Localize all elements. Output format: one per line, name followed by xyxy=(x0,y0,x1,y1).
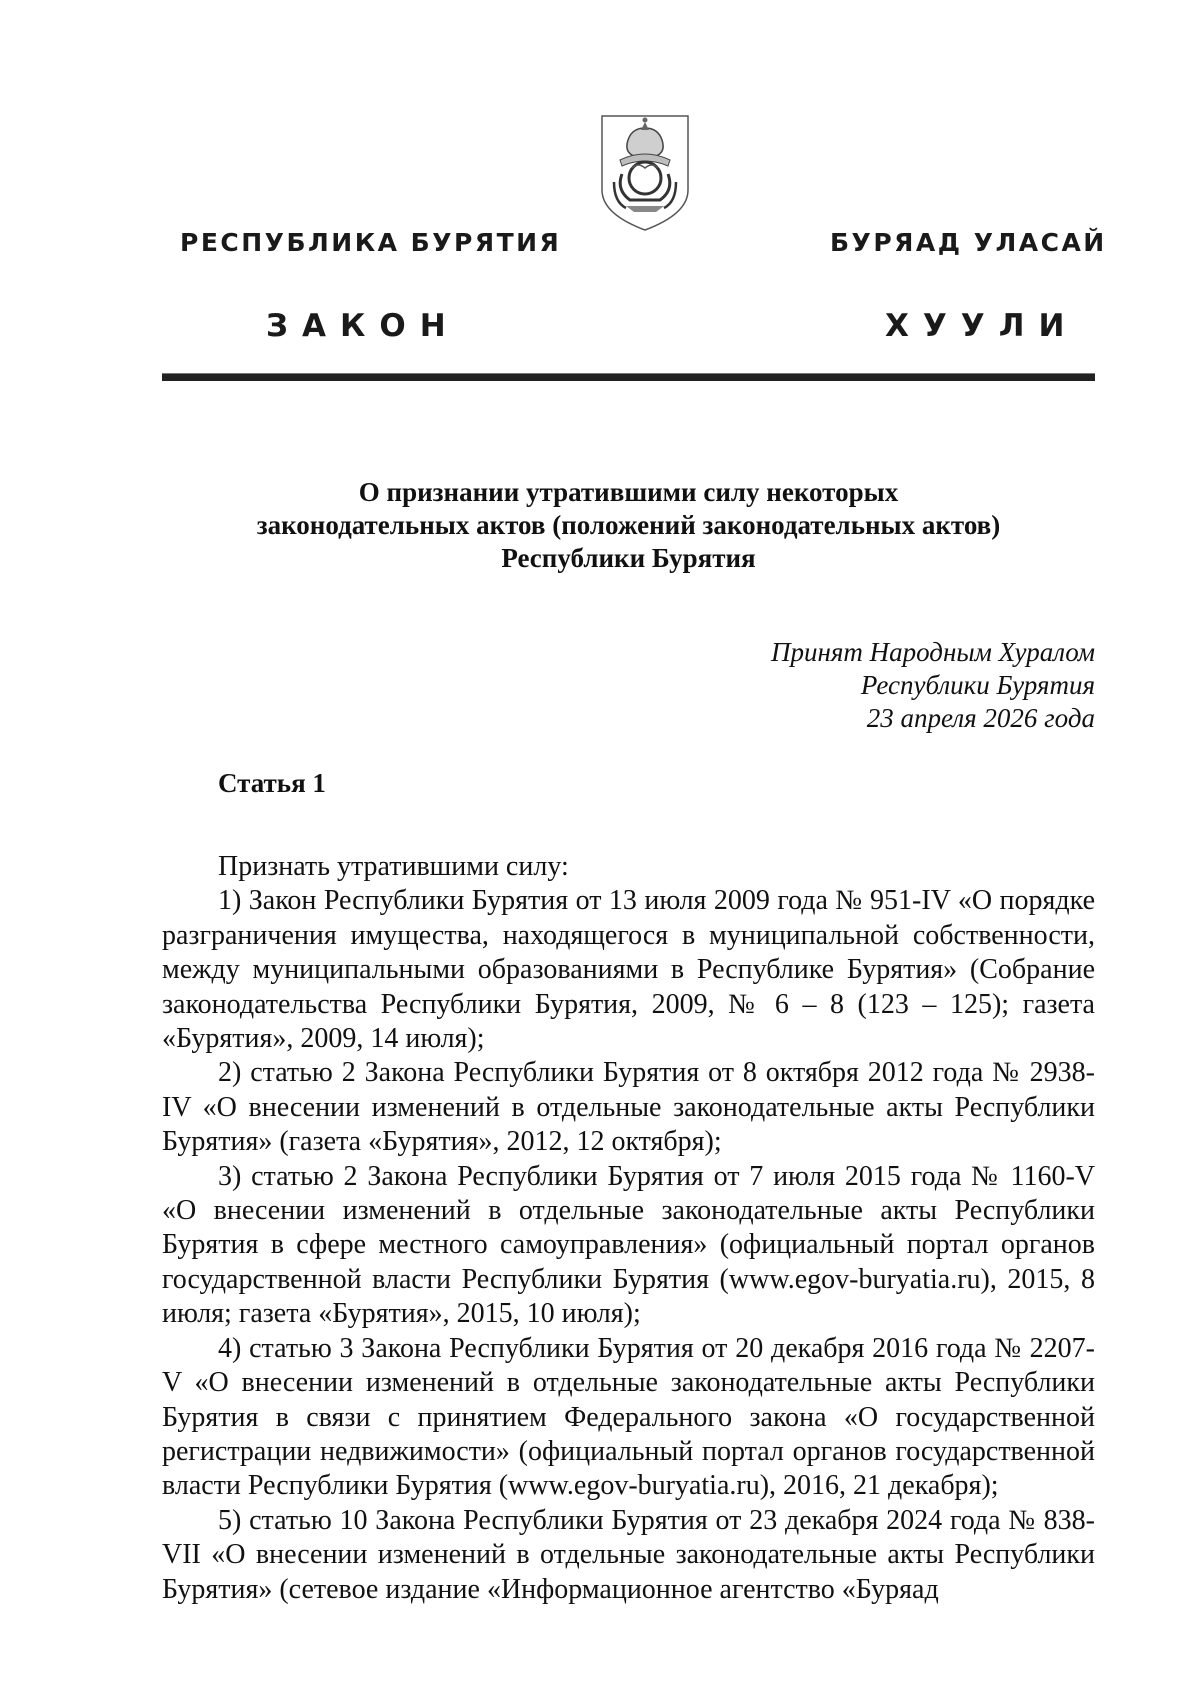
coat-of-arms-icon xyxy=(596,108,694,234)
adoption-line: Республики Бурятия xyxy=(860,670,1095,700)
list-item: 3) статью 2 Закона Республики Бурятия от 7 июля 2015 года № 1160-V «О внесении изменений в отдельные законодательные акты Республики Бурятия в сфере местного самоуправления» (официальный портал органов государственной власти Республики Бурятия (www.egov-buryatia.ru), 2015, 8 июля; газета «Бурятия», 2015, 10 июля); xyxy=(162,1160,1095,1330)
document-title xyxy=(162,476,1095,575)
article-body xyxy=(162,850,1095,1607)
article-heading: Статья 1 xyxy=(218,768,326,798)
header-divider xyxy=(162,373,1095,381)
republic-name-russian: РЕСПУБЛИКА БУРЯТИЯ xyxy=(180,228,562,257)
title-line: О признании утратившими силу некоторых xyxy=(358,477,899,507)
list-item: 1) Закон Республики Бурятия от 13 июля 2009 года № 951-IV «О порядке разграничения имущества, находящегося в муниципальной собственности, между муниципальными образованиями в Республике Бурятия» (Собрание законодательства Республики Бурятия, 2009, № 6 – 8 (123 – 125); газета «Бурятия», 2009, 14 июля); xyxy=(162,885,1095,1055)
adoption-line: Принят Народным Хуралом xyxy=(770,637,1095,667)
adoption-note xyxy=(771,636,1095,735)
list-item: 4) статью 3 Закона Республики Бурятия от 20 декабря 2016 года № 2207-V «О внесении изменений в отдельные законодательные акты Республики Бурятия в связи с принятием Федерального закона «О государственной регистрации недвижимости» (официальный портал органов государственной власти Республики Бурятия (www.egov-buryatia.ru), 2016, 21 декабря); xyxy=(162,1332,1095,1502)
law-label-russian: ЗАКОН xyxy=(266,308,460,344)
article-intro: Признать утратившими силу: xyxy=(218,851,569,882)
list-item: 5) статью 10 Закона Республики Бурятия от 23 декабря 2024 года № 838-VII «О внесении изменений в отдельные законодательные акты Республики Бурятия» (сетевое издание «Информационное агентство «Буряад xyxy=(162,1504,1095,1605)
law-label-buryat: ХУУЛИ xyxy=(885,308,1079,344)
adoption-date: 23 апреля 2026 года xyxy=(866,703,1095,733)
title-line: Республики Бурятия xyxy=(501,543,756,573)
title-line: законодательных актов (положений законодательных актов) xyxy=(256,510,1001,540)
list-item: 2) статью 2 Закона Республики Бурятия от 8 октября 2012 года № 2938-IV «О внесении изменений в отдельные законодательные акты Республики Бурятия» (газета «Бурятия», 2012, 12 октября); xyxy=(162,1057,1095,1158)
republic-name-buryat: БУРЯАД УЛАСАЙ xyxy=(830,228,1107,257)
